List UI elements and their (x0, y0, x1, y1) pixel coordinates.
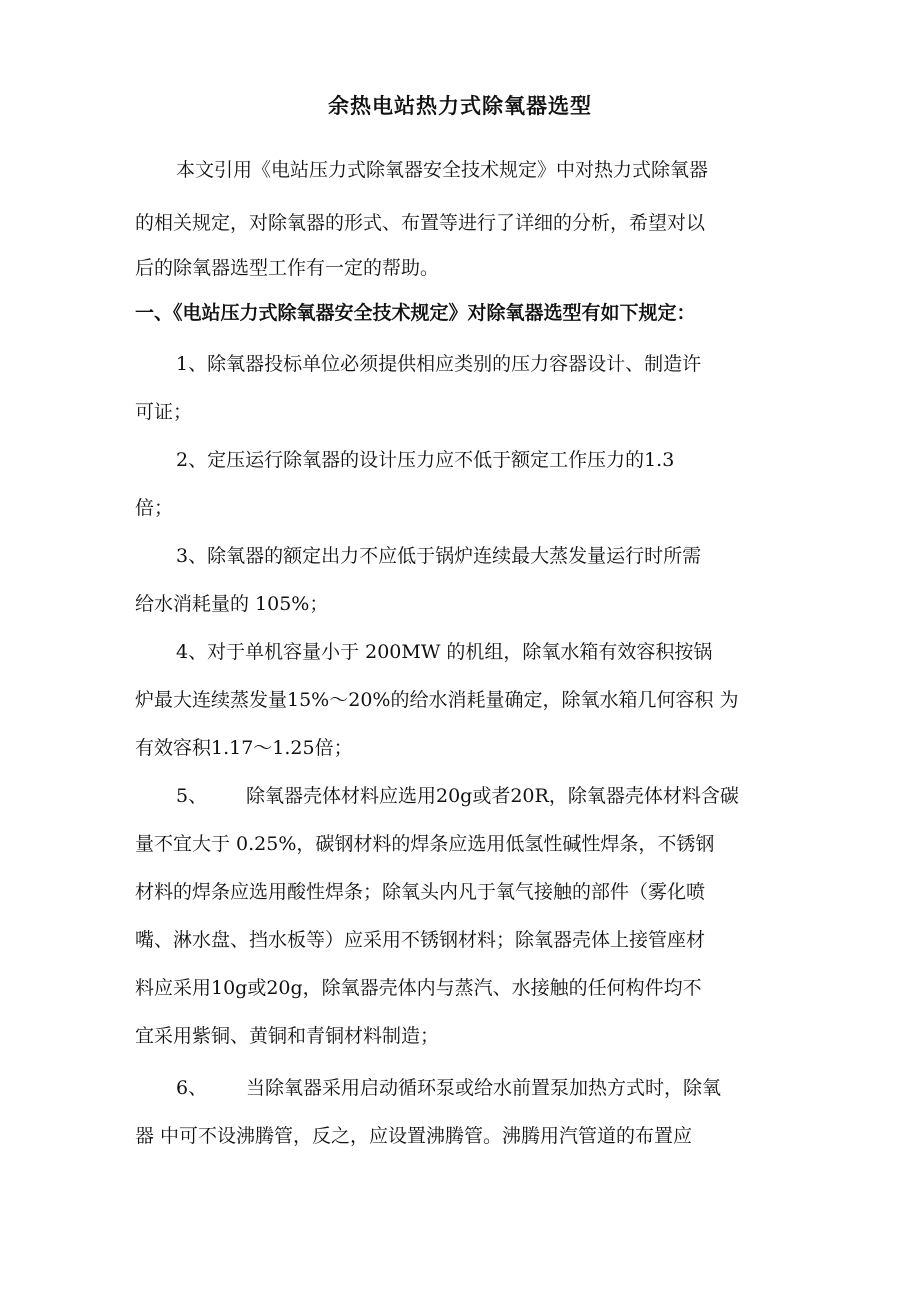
item-4-line-1: 4、对于单机容量小于 200MW 的机组，除氧水箱有效容积按锅 (176, 641, 713, 663)
item-2-line-1: 2、定压运行除氧器的设计压力应不低于额定工作压力的1.3 (176, 449, 675, 471)
item-5-line-5: 料应采用10g或20g，除氧器壳体内与蒸汽、水接触的任何构件均不 (135, 977, 702, 999)
item-3-line-2: 给水消耗量的 105%； (135, 593, 329, 615)
item-5-line-3: 材料的焊条应选用酸性焊条；除氧头内凡于氧气接触的部件（雾化喷 (135, 881, 706, 903)
item-6-line-2: 器 中可不设沸腾管，反之，应设置沸腾管。沸腾用汽管道的布置应 (135, 1125, 693, 1147)
intro-line-2: 的相关规定，对除氧器的形式、布置等进行了详细的分析，希望对以 (135, 212, 706, 234)
item-5-line-4: 嘴、淋水盘、挡水板等）应采用不锈钢材料；除氧器壳体上接管座材 (135, 929, 706, 951)
item-5-line-1: 除氧器壳体材料应选用20g或者20R，除氧器壳体材料含碳 (246, 785, 739, 807)
item-2-line-2: 倍； (135, 497, 174, 519)
intro-line-3: 后的除氧器选型工作有一定的帮助。 (135, 257, 440, 279)
item-3-line-1: 3、除氧器的额定出力不应低于锅炉连续最大蒸发量运行时所需 (176, 545, 702, 567)
document-title: 余热电站热力式除氧器选型 (328, 94, 592, 118)
item-4-line-2: 炉最大连续蒸发量15%〜20%的给水消耗量确定，除氧水箱几何容积 为 (135, 689, 739, 711)
item-6-line-1: 当除氧器采用启动循环泵或给水前置泵加热方式时，除氧 (246, 1077, 722, 1099)
item-1-line-1: 1、除氧器投标单位必须提供相应类别的压力容器设计、制造许 (176, 353, 702, 375)
item-5-line-6: 宜采用紫铜、黄铜和青铜材料制造； (135, 1025, 440, 1047)
item-5-line-2: 量不宜大于 0.25%，碳钢材料的焊条应选用低氢性碱性焊条，不锈钢 (135, 833, 715, 855)
item-1-line-2: 可证； (135, 401, 193, 423)
item-4-line-3: 有效容积1.17〜1.25倍； (135, 737, 353, 759)
item-6-number: 6、 (176, 1077, 208, 1099)
intro-line-1: 本文引用《电站压力式除氧器安全技术规定》中对热力式除氧器 (176, 159, 709, 181)
section-1-heading: 一、《电站压力式除氧器安全技术规定》对除氧器选型有如下规定： (135, 302, 696, 324)
item-5-number: 5、 (176, 785, 208, 807)
